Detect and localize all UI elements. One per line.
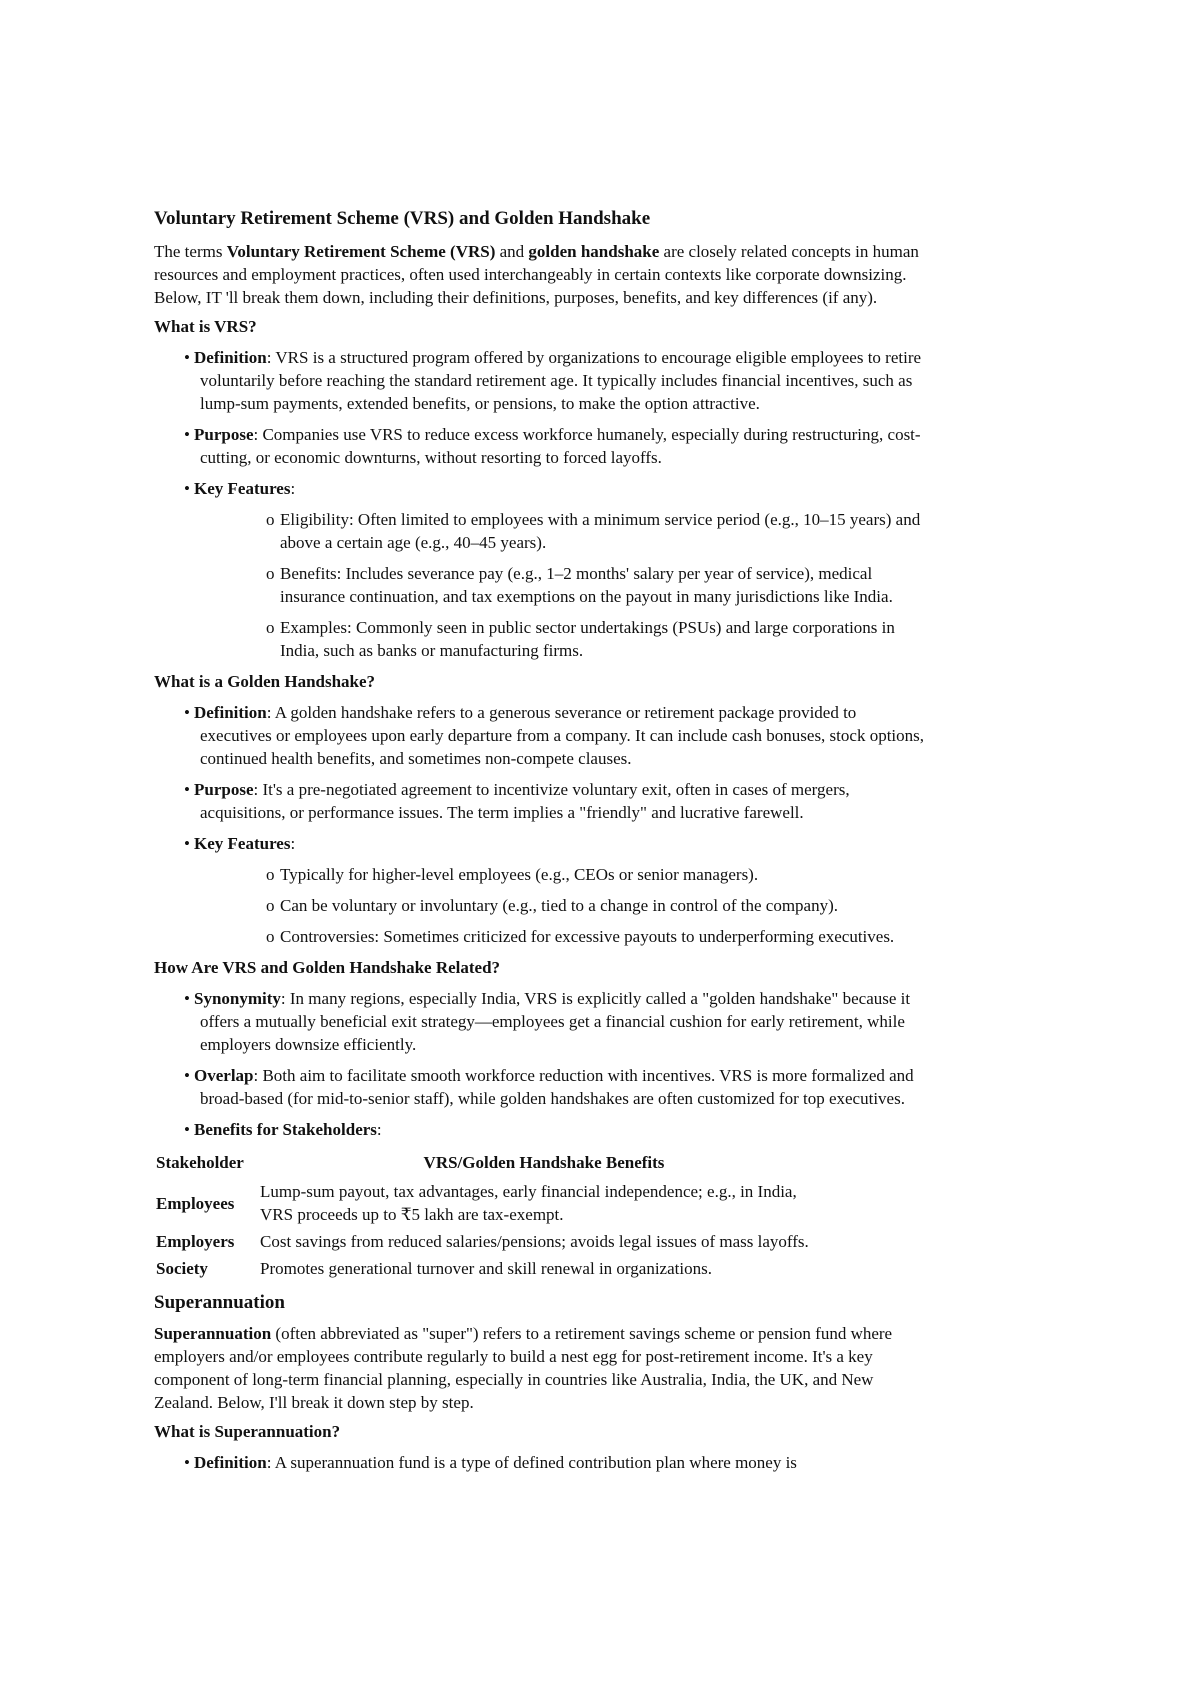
item-label: Definition — [194, 1453, 267, 1472]
table-row — [154, 1178, 834, 1228]
table-row — [154, 1255, 834, 1282]
intro-text: The terms — [154, 242, 227, 261]
stakeholder-table — [154, 1149, 834, 1282]
item-text: : Both aim to facilitate smooth workforce reduction with incentives. VRS is more formalized and broad-based (for mid-to-senior staff), while golden handshakes are often customized for top executives. — [200, 1066, 914, 1108]
list-item — [184, 987, 924, 1056]
item-label: Benefits for Stakeholders — [194, 1120, 377, 1139]
table-cell: Employees — [156, 1193, 235, 1213]
list-item — [184, 778, 924, 824]
table-row — [154, 1228, 834, 1255]
vrs-heading: What is VRS? — [154, 317, 257, 336]
item-label: Overlap — [194, 1066, 254, 1085]
list-item — [184, 1064, 924, 1110]
document-title: Voluntary Retirement Scheme (VRS) and Golden Handshake — [154, 208, 651, 229]
sub-list-item: o Controversies: Sometimes criticized for excessive payouts to underperforming executives. — [256, 925, 924, 948]
sub-list-item: o Typically for higher-level employees (e.g., CEOs or senior managers). — [256, 863, 924, 886]
golden-handshake-list — [154, 701, 924, 948]
item-text: : A golden handshake refers to a generous severance or retirement package provided to executives or employees upon early departure from a company. It can include cash bonuses, stock options, continued health benefits, and sometimes non-compete clauses. — [200, 703, 925, 768]
item-label: Key Features — [194, 834, 291, 853]
table-cell: Society — [156, 1259, 208, 1278]
item-text: : VRS is a structured program offered by organizations to encourage eligible employees to retire voluntarily before reaching the standard retirement age. It typically includes financial incentives, such as lump-sum payments, extended benefits, or pensions, to make the option attractive. — [200, 348, 922, 413]
item-text: : A superannuation fund is a type of defined contribution plan where money is — [266, 1453, 797, 1472]
table-cell: Cost savings from reduced salaries/pensions; avoids legal issues of mass layoffs. — [260, 1232, 809, 1251]
item-label: Definition — [194, 348, 267, 367]
item-text: : — [290, 479, 296, 498]
item-text: : It's a pre-negotiated agreement to incentivize voluntary exit, often in cases of mergers, acquisitions, or performance issues. The term implies a "friendly" and lucrative farewell. — [200, 780, 850, 822]
golden-handshake-features-list — [200, 863, 924, 948]
golden-handshake-heading: What is a Golden Handshake? — [154, 672, 376, 691]
item-text: : In many regions, especially India, VRS is explicitly called a "golden handshake" because it offers a mutually beneficial exit strategy—employees get a financial cushion for early retirement, while employers downsize efficiently. — [200, 989, 911, 1054]
superannuation-subheading: What is Superannuation? — [154, 1422, 341, 1441]
item-text: : Companies use VRS to reduce excess workforce humanely, especially during restructuring, cost-cutting, or economic downturns, without resorting to forced layoffs. — [200, 425, 921, 467]
item-label: Synonymity — [194, 989, 281, 1008]
superannuation-term: Superannuation — [154, 1324, 272, 1343]
list-item — [184, 832, 924, 948]
intro-text: (often abbreviated as "super") refers to a retirement savings scheme or pension fund where employers and/or employees contribute regularly to build a nest egg for post-retirement income. It's a key component of long-term financial planning, especially in countries like Australia, India, the UK, and New Zealand. Below, I'll break it down step by step. — [154, 1324, 893, 1412]
item-text: : — [376, 1120, 382, 1139]
list-item — [184, 1451, 924, 1474]
vrs-features-list — [200, 508, 924, 662]
sub-list-item: o Can be voluntary or involuntary (e.g., tied to a change in control of the company). — [256, 894, 924, 917]
item-label: Purpose — [194, 780, 254, 799]
superannuation-list — [154, 1451, 924, 1474]
item-label: Key Features — [194, 479, 291, 498]
intro-term-vrs: Voluntary Retirement Scheme (VRS) — [226, 242, 496, 261]
intro-text: and — [495, 242, 529, 261]
document-body — [154, 206, 924, 1482]
list-item — [184, 701, 924, 770]
table-header-row — [154, 1149, 834, 1178]
item-label: Definition — [194, 703, 267, 722]
list-item — [184, 1118, 924, 1141]
list-item — [184, 477, 924, 662]
table-header-cell: Stakeholder — [156, 1153, 244, 1172]
table-header-cell: VRS/Golden Handshake Benefits — [423, 1153, 665, 1172]
list-item — [184, 423, 924, 469]
item-label: Purpose — [194, 425, 254, 444]
related-list — [154, 987, 924, 1141]
sub-list-item: o Eligibility: Often limited to employees with a minimum service period (e.g., 10–15 years) and above a certain age (e.g., 40–45 years). — [256, 508, 924, 554]
sub-list-item: o Examples: Commonly seen in public sector undertakings (PSUs) and large corporations in India, such as banks or manufacturing firms. — [256, 616, 924, 662]
item-text: : — [290, 834, 296, 853]
superannuation-heading: Superannuation — [154, 1292, 285, 1313]
list-item — [184, 346, 924, 415]
intro-term-golden-handshake: golden handshake — [528, 242, 660, 261]
intro-paragraph — [154, 240, 924, 309]
table-cell: Employers — [156, 1232, 235, 1251]
intro-text: are closely related concepts in human resources and employment practices, often used interchangeably in certain contexts like corporate downsizing. Below, IT 'll break them down, including their definitions, purposes, benefits, and key differences (if any). — [154, 242, 919, 307]
vrs-list — [154, 346, 924, 662]
related-heading: How Are VRS and Golden Handshake Related? — [154, 958, 501, 977]
table-cell: Promotes generational turnover and skill renewal in organizations. — [260, 1259, 712, 1278]
superannuation-intro — [154, 1322, 924, 1414]
table-cell: Lump-sum payout, tax advantages, early financial independence; e.g., in India, VRS proceeds up to ₹5 lakh are tax-exempt. — [260, 1182, 797, 1224]
sub-list-item: o Benefits: Includes severance pay (e.g., 1–2 months' salary per year of service), medical insurance continuation, and tax exemptions on the payout in many jurisdictions like India. — [256, 562, 924, 608]
